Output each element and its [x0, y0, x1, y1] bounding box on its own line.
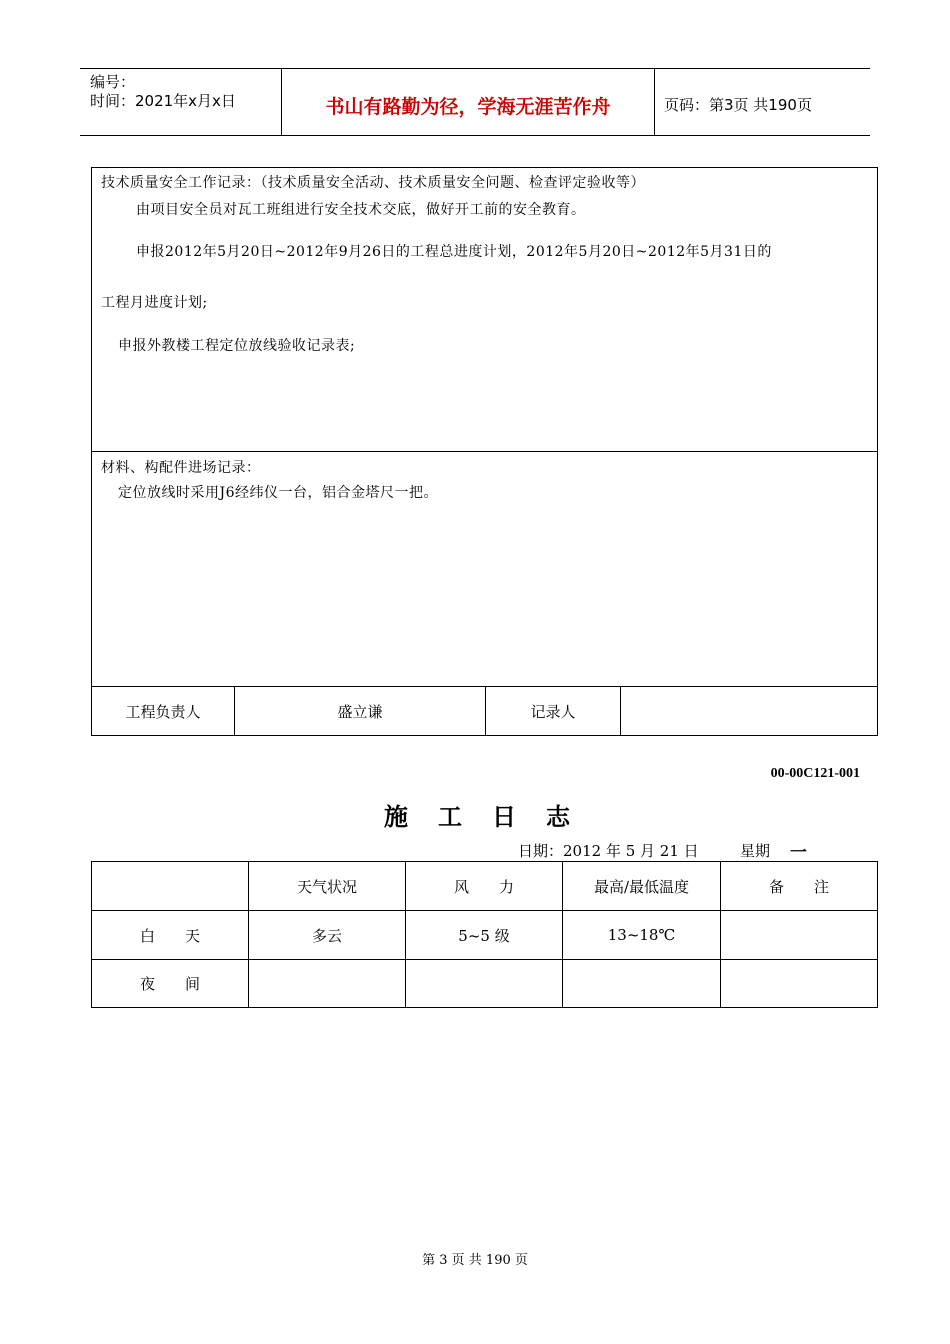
log-title: 施工日志 — [384, 803, 600, 831]
table-cell — [562, 959, 721, 1008]
table-cell: 13~18℃ — [562, 910, 721, 960]
signature-row — [92, 686, 877, 735]
tech-record-line: 由项目安全员对瓦工班组进行安全技术交底，做好开工前的安全教育。 — [136, 202, 586, 218]
table-row-label: 夜 间 — [91, 959, 249, 1008]
material-record-line: 定位放线时采用J6经纬仪一台，铝合金塔尺一把。 — [118, 485, 439, 501]
log-date: 日期：2012 年 5 月 21 日 — [518, 842, 699, 860]
recorder-label: 记录人 — [486, 687, 621, 735]
table-cell — [720, 959, 878, 1008]
header-bottom-rule — [80, 135, 870, 136]
page-footer: 第 3 页 共 190 页 — [422, 1253, 528, 1268]
header-divider — [654, 68, 655, 136]
material-record-title: 材料、构配件进场记录： — [101, 460, 261, 476]
form-code: 00-00C121-001 — [770, 766, 860, 781]
leader-label: 工程负责人 — [92, 687, 235, 735]
header-top-rule — [80, 68, 870, 69]
recorder-name — [621, 687, 877, 735]
table-cell: 5~5 级 — [405, 910, 563, 960]
table-cell — [405, 959, 563, 1008]
leader-name: 盛立谦 — [235, 687, 486, 735]
weekday-value: 一 — [790, 843, 807, 863]
table-cell — [248, 959, 406, 1008]
table-cell: 多云 — [248, 910, 406, 960]
section-divider — [92, 451, 877, 452]
tech-record-title: 技术质量安全工作记录：（技术质量安全活动、技术质量安全问题、检查评定验收等） — [101, 175, 645, 191]
document-time-label: 时间：2021年x月x日 — [90, 92, 236, 110]
page-number-info: 页码：第3页 共190页 — [664, 96, 812, 114]
table-row-label: 白 天 — [91, 910, 249, 960]
table-header-cell: 天气状况 — [248, 861, 406, 911]
table-header-cell: 风 力 — [405, 861, 563, 911]
tech-record-line: 申报外教楼工程定位放线验收记录表; — [118, 338, 356, 354]
table-header-cell: 备 注 — [720, 861, 878, 911]
table-cell — [720, 910, 878, 960]
tech-record-line: 申报2012年5月20日~2012年9月26日的工程总进度计划，2012年5月20日~2012年5月31日的 — [136, 244, 772, 260]
record-box — [91, 167, 878, 736]
tech-record-line: 工程月进度计划; — [101, 295, 208, 311]
document-number-label: 编号： — [90, 73, 136, 91]
weekday-label: 星期 — [740, 842, 771, 860]
table-header-cell — [91, 861, 249, 911]
header-motto: 书山有路勤为径，学海无涯苦作舟 — [325, 96, 611, 118]
table-header-cell: 最高/最低温度 — [562, 861, 721, 911]
